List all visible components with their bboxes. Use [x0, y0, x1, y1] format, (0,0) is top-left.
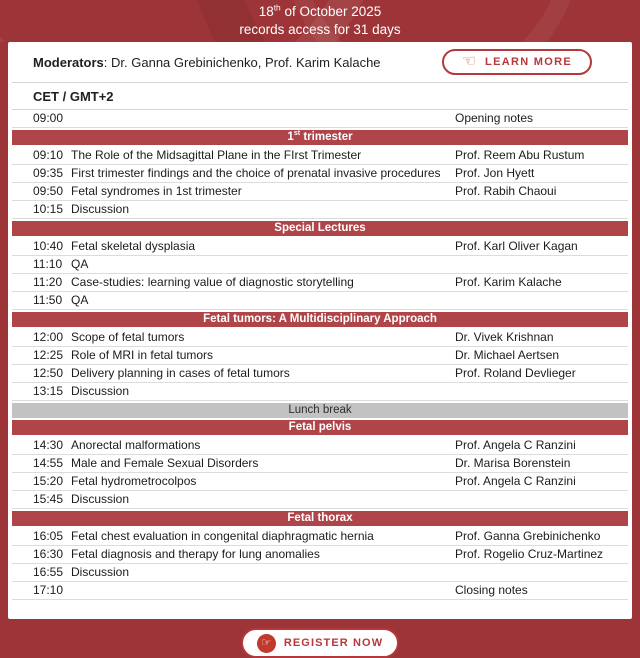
moderators-label: Moderators — [33, 54, 104, 70]
speaker-cell: Closing notes — [455, 583, 528, 597]
time-cell: 16:30 — [33, 547, 64, 561]
title-cell: Fetal skeletal dysplasia — [71, 239, 196, 253]
footer — [0, 619, 640, 649]
speaker-cell: Dr. Vivek Krishnan — [455, 330, 554, 344]
title-cell: Role of MRI in fetal tumors — [71, 348, 214, 362]
time-cell: 15:20 — [33, 474, 64, 488]
card-header — [12, 42, 628, 83]
schedule-row — [12, 110, 628, 128]
schedule-row — [12, 165, 628, 183]
schedule-row — [12, 546, 628, 564]
schedule-row — [12, 183, 628, 201]
time-cell: 16:55 — [33, 565, 64, 579]
time-cell: 10:40 — [33, 239, 64, 253]
time-cell: 09:35 — [33, 166, 64, 180]
pointing-hand-icon: ☜ — [461, 53, 477, 70]
speaker-cell: Prof. Karl Oliver Kagan — [455, 239, 578, 253]
event-banner — [0, 0, 640, 42]
schedule-row — [12, 238, 628, 256]
timezone-label: CET / GMT+2 — [33, 89, 114, 104]
schedule-row — [12, 365, 628, 383]
speaker-cell: Prof. Rabih Chaoui — [455, 184, 557, 198]
time-cell: 15:45 — [33, 492, 64, 506]
title-cell: Discussion — [71, 202, 130, 216]
title-cell: Discussion — [71, 384, 130, 398]
time-cell: 12:00 — [33, 330, 64, 344]
speaker-cell: Prof. Roland Devlieger — [455, 366, 576, 380]
title-cell: Delivery planning in cases of fetal tumors — [71, 366, 290, 380]
lunch-break-bar: Lunch break — [12, 403, 628, 418]
speaker-cell: Prof. Angela C Ranzini — [455, 438, 576, 452]
title-cell: The Role of the Midsagittal Plane in the FIrst Trimester — [71, 148, 362, 162]
title-cell: Fetal hydrometrocolpos — [71, 474, 197, 488]
pointing-hand-icon: ☞ — [257, 634, 276, 653]
section-header: Special Lectures — [12, 221, 628, 236]
learn-more-label: LEARN MORE — [485, 56, 572, 68]
schedule-row — [12, 347, 628, 365]
speaker-cell: Prof. Karim Kalache — [455, 275, 562, 289]
time-cell: 14:55 — [33, 456, 64, 470]
schedule-row — [12, 582, 628, 600]
section-header: 1st trimester — [12, 130, 628, 145]
time-cell: 11:20 — [33, 275, 63, 289]
title-cell: Fetal diagnosis and therapy for lung anomalies — [71, 547, 320, 561]
title-cell: Discussion — [71, 492, 130, 506]
schedule-row — [12, 383, 628, 401]
register-now-label: REGISTER NOW — [283, 637, 384, 649]
section-header: Fetal thorax — [12, 511, 628, 526]
title-cell: Anorectal malformations — [71, 438, 201, 452]
title-cell: First trimester findings and the choice of prenatal invasive procedures — [71, 166, 441, 180]
time-cell: 16:05 — [33, 529, 64, 543]
time-cell: 09:50 — [33, 184, 64, 198]
speaker-cell: Prof. Ganna Grebinichenko — [455, 529, 601, 543]
time-cell: 14:30 — [33, 438, 64, 452]
schedule-row — [12, 455, 628, 473]
title-cell: Fetal syndromes in 1st trimester — [71, 184, 242, 198]
section-header: Fetal tumors: A Multidisciplinary Approach — [12, 312, 628, 327]
title-cell: Male and Female Sexual Disorders — [71, 456, 259, 470]
speaker-cell: Prof. Jon Hyett — [455, 166, 535, 180]
records-access-note: records access for 31 days — [239, 22, 401, 37]
schedule-table — [12, 109, 628, 600]
schedule-row — [12, 274, 628, 292]
speaker-cell: Opening notes — [455, 111, 534, 125]
schedule-row — [12, 329, 628, 347]
schedule-row — [12, 256, 628, 274]
register-now-button[interactable] — [241, 628, 399, 658]
time-cell: 12:25 — [33, 348, 64, 362]
time-cell: 11:50 — [33, 293, 63, 307]
title-cell: Fetal chest evaluation in congenital diaphragmatic hernia — [71, 529, 374, 543]
time-cell: 11:10 — [33, 257, 63, 271]
schedule-row — [12, 473, 628, 491]
time-cell: 10:15 — [33, 202, 64, 216]
time-cell: 09:00 — [33, 111, 64, 125]
speaker-cell: Prof. Rogelio Cruz-Martinez — [455, 547, 604, 561]
schedule-row — [12, 528, 628, 546]
schedule-row — [12, 491, 628, 509]
time-cell: 17:10 — [33, 583, 64, 597]
moderators-names: : Dr. Ganna Grebinichenko, Prof. Karim Kalache — [103, 54, 381, 70]
speaker-cell: Prof. Reem Abu Rustum — [455, 148, 585, 162]
speaker-cell: Dr. Michael Aertsen — [455, 348, 560, 362]
time-cell: 13:15 — [33, 384, 64, 398]
schedule-row — [12, 201, 628, 219]
moderators-line — [33, 55, 381, 70]
schedule-row — [12, 437, 628, 455]
title-cell: Scope of fetal tumors — [71, 330, 185, 344]
schedule-row — [12, 564, 628, 582]
time-cell: 09:10 — [33, 148, 64, 162]
event-date: 18th of October 2025 — [258, 2, 382, 19]
schedule-card — [8, 42, 632, 619]
title-cell: QA — [71, 293, 89, 307]
section-header: Fetal pelvis — [12, 420, 628, 435]
schedule-row — [12, 147, 628, 165]
title-cell: Case-studies: learning value of diagnostic storytelling — [71, 275, 354, 289]
learn-more-button[interactable] — [442, 49, 592, 75]
title-cell: Discussion — [71, 565, 130, 579]
speaker-cell: Dr. Marisa Borenstein — [455, 456, 571, 470]
schedule-row — [12, 292, 628, 310]
title-cell: QA — [71, 257, 89, 271]
time-cell: 12:50 — [33, 366, 64, 380]
speaker-cell: Prof. Angela C Ranzini — [455, 474, 576, 488]
